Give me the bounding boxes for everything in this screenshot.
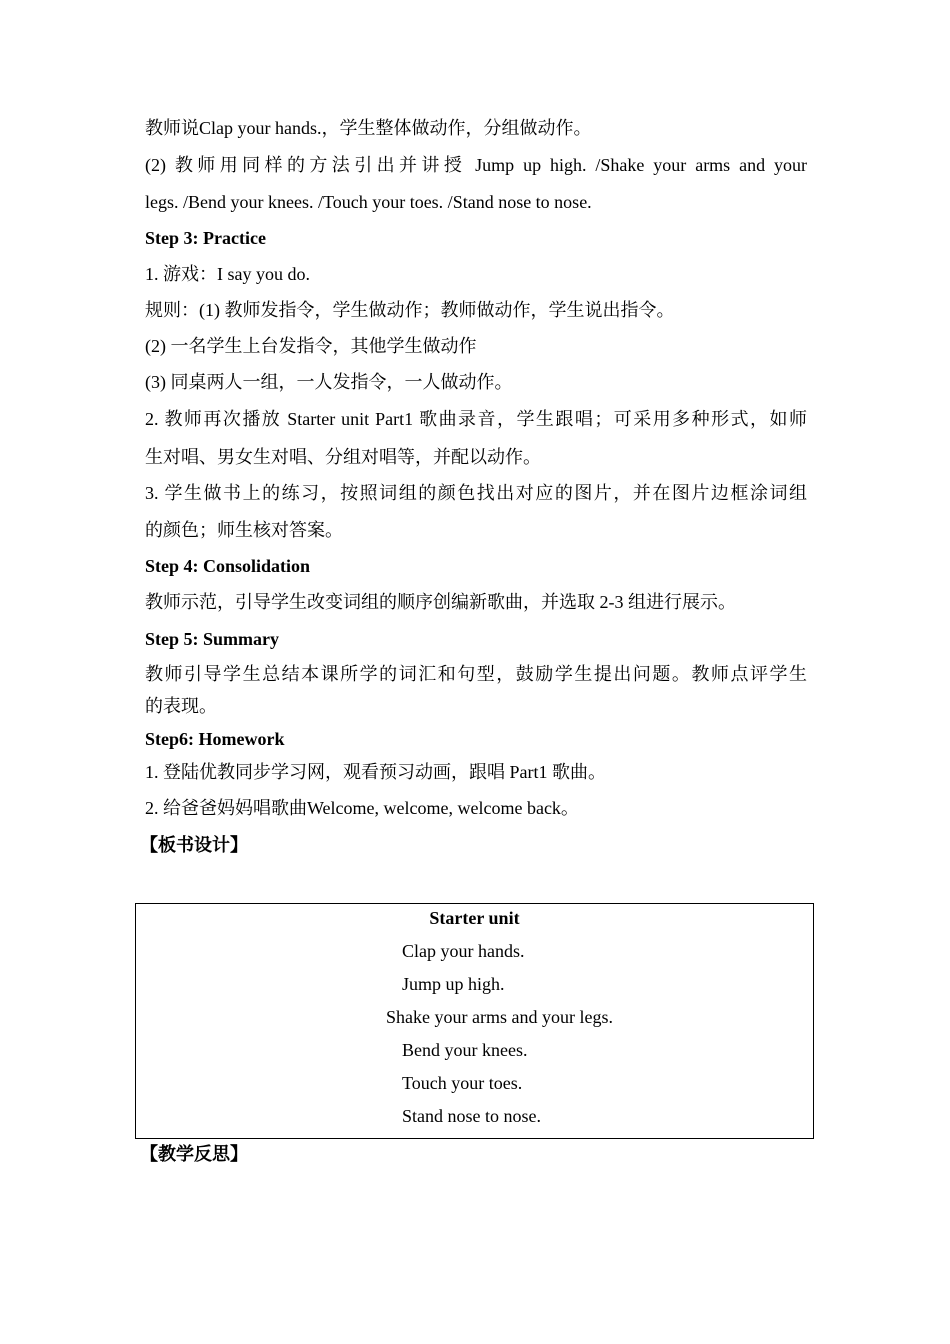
step5-line2: 的表现。 xyxy=(145,696,217,716)
step6-item1: 1. 登陆优教同步学习网，观看预习动画，跟唱 Part1 歌曲。 xyxy=(145,762,606,782)
board-line: Touch your toes. xyxy=(402,1073,523,1093)
paragraph-intro: 教师说Clap your hands.，学生整体做动作，分组做动作。 xyxy=(145,118,592,138)
board-line: Jump up high. xyxy=(402,974,505,994)
board-line: Clap your hands. xyxy=(402,941,525,961)
heading-board-design: 【板书设计】 xyxy=(140,835,248,855)
paragraph-method-line2: legs. /Bend your knees. /Touch your toes. /Stand nose to nose. xyxy=(145,192,592,212)
board-design-box xyxy=(135,903,814,1139)
heading-step5: Step 5: Summary xyxy=(145,629,279,649)
step3-rule-3: (3) 同桌两人一组，一人发指令，一人做动作。 xyxy=(145,372,513,392)
step6-item2: 2. 给爸爸妈妈唱歌曲Welcome, welcome, welcome back。 xyxy=(145,798,579,818)
heading-step6: Step6: Homework xyxy=(145,729,285,749)
heading-step3: Step 3: Practice xyxy=(145,228,266,248)
step3-item3-line1: 3. 学生做书上的练习，按照词组的颜色找出对应的图片，并在图片边框涂词组 xyxy=(145,483,807,503)
board-line: Stand nose to nose. xyxy=(402,1106,541,1126)
paragraph-method-line1: (2) 教师用同样的方法引出并讲授 Jump up high. /Shake your arms and your xyxy=(145,155,807,175)
step4-text: 教师示范，引导学生改变词组的顺序创编新歌曲，并选取 2-3 组进行展示。 xyxy=(145,592,736,612)
board-line: Shake your arms and your legs. xyxy=(386,1007,613,1027)
step3-item2-line2: 生对唱、男女生对唱、分组对唱等，并配以动作。 xyxy=(145,447,541,467)
step3-rule-1: 规则：(1) 教师发指令，学生做动作；教师做动作，学生说出指令。 xyxy=(145,300,675,320)
board-title: Starter unit xyxy=(429,908,520,928)
step3-item3-line2: 的颜色；师生核对答案。 xyxy=(145,520,343,540)
heading-teaching-reflection: 【教学反思】 xyxy=(140,1144,248,1164)
step3-rule-2: (2) 一名学生上台发指令，其他学生做动作 xyxy=(145,336,477,356)
step3-item2-line1: 2. 教师再次播放 Starter unit Part1 歌曲录音，学生跟唱；可采用多种形式，如师 xyxy=(145,409,807,429)
board-line: Bend your knees. xyxy=(402,1040,528,1060)
step5-line1: 教师引导学生总结本课所学的词汇和句型，鼓励学生提出问题。教师点评学生 xyxy=(145,664,807,684)
step3-game: 1. 游戏：I say you do. xyxy=(145,264,310,284)
heading-step4: Step 4: Consolidation xyxy=(145,556,311,576)
